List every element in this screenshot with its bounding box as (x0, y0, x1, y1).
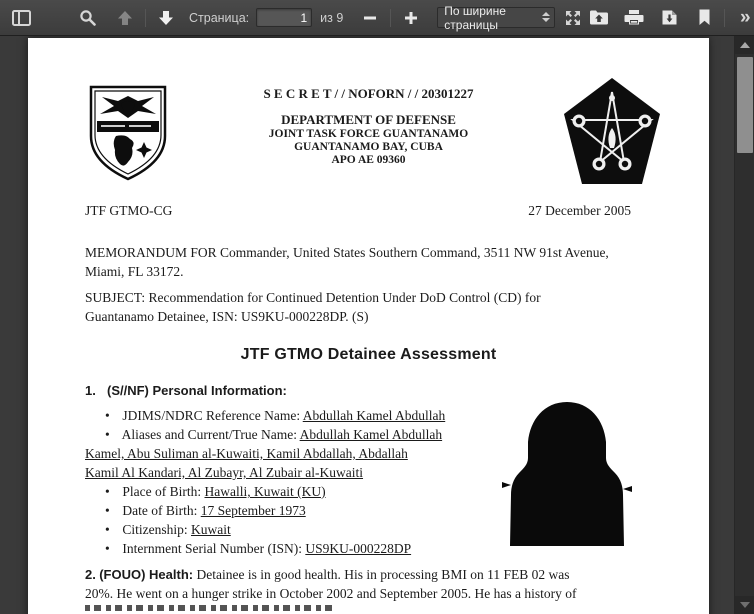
sidebar-toggle-button[interactable] (8, 5, 34, 31)
printer-icon (624, 9, 644, 26)
download-button[interactable] (656, 5, 682, 31)
pdf-viewer-toolbar (0, 0, 754, 36)
scrollbar-thumb[interactable] (737, 57, 753, 153)
arrow-down-icon (158, 10, 174, 26)
plus-icon (404, 11, 418, 25)
document-page (28, 38, 709, 614)
letterhead-line: APO AE 09360 (331, 154, 406, 166)
more-tools-button[interactable] (732, 5, 754, 31)
memo-line: Miami, FL 33172. (85, 264, 184, 279)
toolbar-separator (145, 9, 146, 27)
section-heading-text: (S//NF) Personal Information: (107, 383, 287, 398)
scroll-up-button[interactable] (735, 36, 754, 54)
zoom-level-select[interactable] (437, 3, 555, 32)
health-text-line: 20%. He went on a hunger strike in October 2002 and September 2005. He has a history of (85, 586, 577, 601)
document-date: 27 December 2005 (528, 203, 631, 218)
list-item-continuation: Kamel, Abu Suliman al-Kuwaiti, Kamil Abdallah, Abdallah (85, 446, 408, 461)
zoom-in-button[interactable] (398, 5, 424, 31)
letterhead-line: DEPARTMENT OF DEFENSE (281, 112, 456, 127)
select-spinner-icon (542, 12, 550, 22)
minus-icon (363, 11, 377, 25)
memo-line: MEMORANDUM FOR Commander, United States Southern Command, 3511 NW 91st Avenue, (85, 245, 609, 260)
redacted-detainee-photo (502, 398, 632, 550)
list-item: • Aliases and Current/True Name: Abdullah Kamel Abdullah (85, 425, 505, 444)
toolbar-separator (390, 9, 391, 27)
letterhead-line: JOINT TASK FORCE GUANTANAMO (268, 128, 469, 140)
personal-info-list (85, 406, 505, 558)
arrow-up-icon (117, 10, 133, 26)
section-number: 2. (85, 567, 96, 582)
letterhead-line: GUANTANAMO BAY, CUBA (294, 141, 443, 153)
section-heading-text: (FOUO) Health: (99, 567, 194, 582)
subject-line: Guantanamo Detainee, ISN: US9KU-000228DP. (S) (85, 309, 369, 324)
letterhead (28, 112, 709, 167)
page-number-input[interactable] (256, 8, 312, 27)
section-number: 1. (85, 383, 96, 398)
list-item: • Place of Birth: Hawalli, Kuwait (KU) (85, 482, 505, 501)
fullscreen-icon (564, 9, 582, 27)
open-file-button[interactable] (586, 5, 612, 31)
folder-open-icon (589, 9, 609, 26)
double-chevron-icon: » (739, 6, 751, 28)
health-text-line: Detainee is in good health. His in processing BMI on 11 FEB 02 was (196, 567, 570, 582)
vertical-scrollbar[interactable] (734, 36, 754, 614)
clipped-text-line (85, 605, 335, 611)
sidebar-toggle-icon (12, 10, 31, 26)
presentation-mode-button[interactable] (560, 5, 586, 31)
list-item-continuation: Kamil Al Kandari, Al Zubayr, Al Zubair al-Kuwaiti (85, 465, 364, 480)
page-number-label: Страница: (189, 10, 250, 25)
bookmark-icon (698, 9, 711, 26)
next-page-button[interactable] (153, 5, 179, 31)
office-date-row (85, 201, 631, 220)
subject-line: SUBJECT: Recommendation for Continued Detention Under DoD Control (CD) for (85, 290, 541, 305)
document-title: JTF GTMO Detainee Assessment (240, 346, 497, 363)
print-button[interactable] (621, 5, 647, 31)
search-icon (79, 9, 96, 26)
health-section (85, 565, 631, 603)
scroll-down-button[interactable] (735, 596, 754, 614)
zoom-out-button[interactable] (357, 5, 383, 31)
download-icon (661, 9, 678, 26)
section-1-heading (85, 383, 631, 398)
page-count-label: из 9 (320, 10, 344, 25)
bookmark-current-view-button[interactable] (691, 5, 717, 31)
memorandum-address (85, 243, 631, 281)
list-item: • Citizenship: Kuwait (85, 520, 505, 539)
find-button[interactable] (74, 5, 100, 31)
pdf-viewer-area (0, 36, 754, 614)
list-item: • Date of Birth: 17 September 1973 (85, 501, 505, 520)
toolbar-separator (724, 9, 725, 27)
classification-banner: S E C R E T / / NOFORN / / 20301227 (263, 86, 474, 101)
zoom-level-value: По ширине страницы (444, 3, 506, 32)
chevron-up-icon (740, 42, 750, 48)
list-item: • Internment Serial Number (ISN): US9KU-000228DP (85, 539, 505, 558)
previous-page-button[interactable] (112, 5, 138, 31)
chevron-down-icon (740, 602, 750, 608)
toolbar-right-group (586, 5, 754, 31)
list-item: • JDIMS/NDRC Reference Name: Abdullah Kamel Abdullah (85, 406, 505, 425)
subject-block (85, 288, 631, 326)
office-symbol: JTF GTMO-CG (85, 203, 173, 218)
